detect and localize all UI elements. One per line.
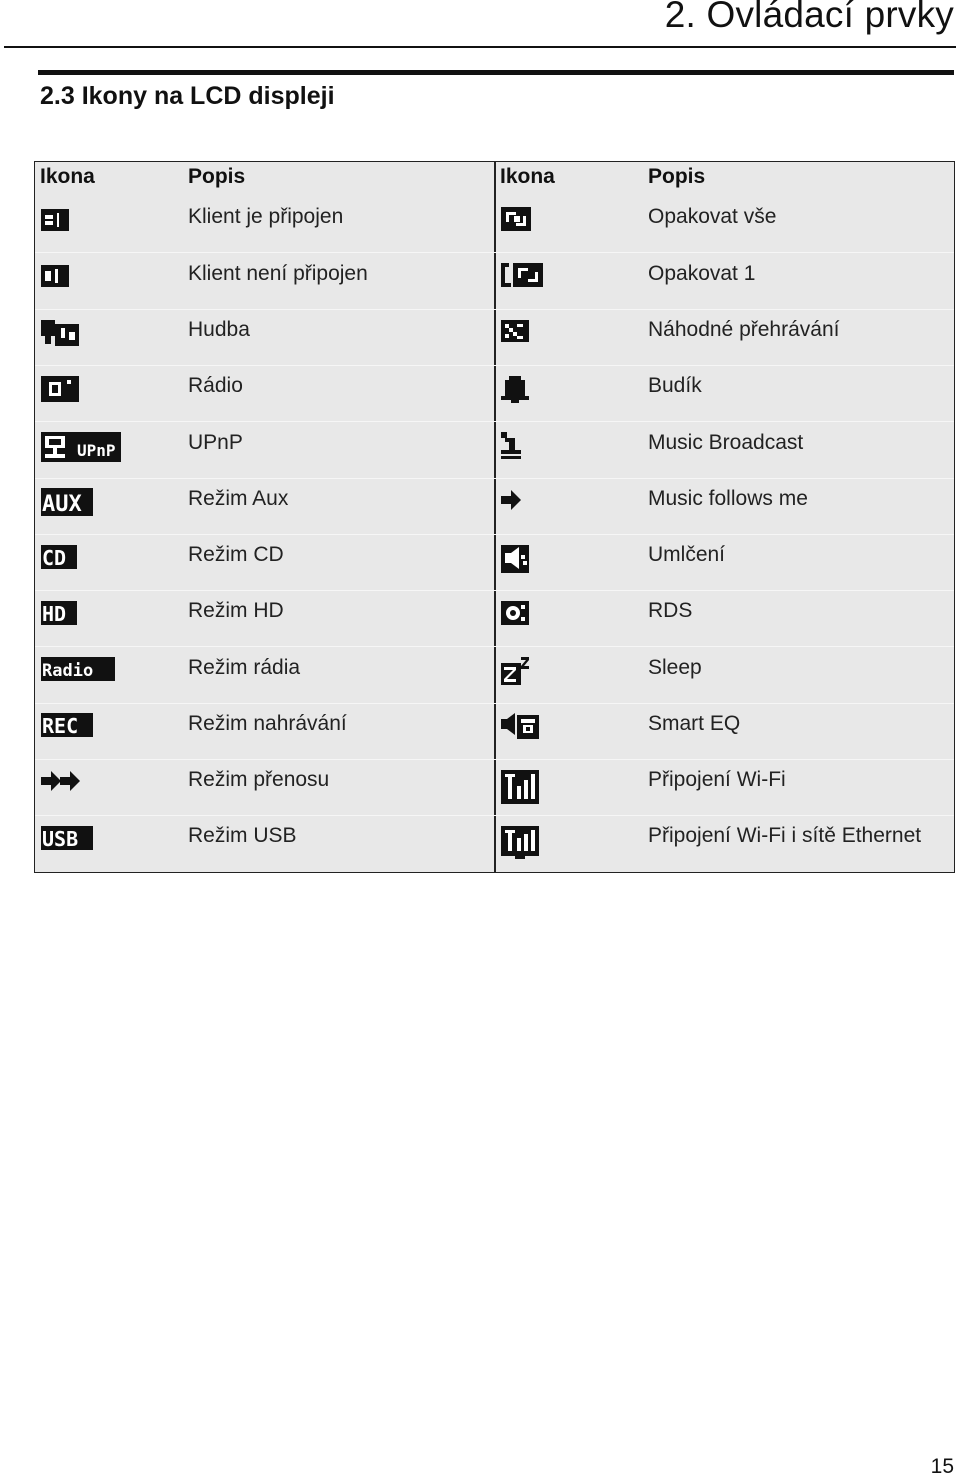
svg-text:CD: CD (42, 546, 67, 570)
right-row-10-label: Smart EQ (648, 712, 741, 735)
left-row-6-label: Režim Aux (188, 487, 289, 510)
header-rule (4, 46, 956, 48)
svg-text:HD: HD (42, 602, 67, 626)
row-separator (35, 759, 954, 760)
aux-icon (41, 487, 93, 517)
left-row-9-label: Režim rádia (188, 656, 301, 679)
svg-text:REC: REC (42, 714, 79, 738)
cd-icon (41, 543, 77, 571)
left-row-3-label: Hudba (188, 318, 250, 341)
row-separator (35, 365, 954, 366)
usb-icon (41, 824, 93, 852)
page-number: 15 (930, 1455, 954, 1478)
row-separator (35, 646, 954, 647)
client-disconnected-icon (41, 261, 71, 291)
row-separator (35, 590, 954, 591)
svg-text:USB: USB (42, 827, 79, 851)
row-separator (35, 703, 954, 704)
smart-eq-icon (501, 711, 541, 741)
right-row-6-label: Music follows me (648, 487, 808, 510)
row-separator (35, 478, 954, 479)
left-row-2-label: Klient není připojen (188, 262, 368, 285)
column-divider (494, 162, 496, 872)
upnp-icon (41, 430, 121, 464)
left-row-8-label: Režim HD (188, 599, 284, 622)
left-row-7-label: Režim CD (188, 543, 284, 566)
right-row-8-label: RDS (648, 599, 693, 622)
broadcast-icon (501, 430, 523, 460)
repeat-all-icon (501, 205, 533, 233)
rec-icon (41, 711, 93, 739)
music-note-icon (41, 318, 81, 348)
right-row-12-label: Připojení Wi-Fi i sítě Ethernet (648, 824, 922, 847)
section-title: 2.3 Ikony na LCD displeji (40, 82, 335, 110)
radio-text-icon (41, 655, 115, 683)
right-header-description: Popis (648, 165, 706, 188)
transfer-arrows-icon (41, 768, 81, 794)
section-rule (38, 70, 954, 75)
row-separator (35, 309, 954, 310)
svg-text:Radio: Radio (42, 661, 94, 681)
left-row-4-label: Rádio (188, 374, 243, 397)
right-row-9-label: Sleep (648, 656, 702, 679)
row-separator (35, 252, 954, 253)
row-separator (35, 815, 954, 816)
chapter-title: 2. Ovládací prvky (664, 0, 954, 35)
right-row-5-label: Music Broadcast (648, 431, 804, 454)
hd-icon (41, 599, 77, 627)
alarm-bell-icon (501, 374, 531, 404)
right-row-4-label: Budík (648, 374, 702, 397)
left-row-10-label: Režim nahrávání (188, 712, 347, 735)
row-separator (35, 534, 954, 535)
client-connected-icon (41, 205, 71, 235)
follow-arrow-icon (501, 487, 525, 513)
shuffle-icon (501, 318, 531, 344)
icon-table (34, 161, 955, 873)
right-row-11-label: Připojení Wi-Fi (648, 768, 786, 791)
right-row-2-label: Opakovat 1 (648, 262, 756, 285)
right-row-1-label: Opakovat vše (648, 205, 777, 228)
left-header-icon: Ikona (40, 165, 95, 188)
right-row-3-label: Náhodné přehrávání (648, 318, 840, 341)
svg-text:UPnP: UPnP (77, 441, 116, 460)
wifi-signal-icon (501, 768, 539, 806)
right-header-icon: Ikona (500, 165, 555, 188)
svg-text:AUX: AUX (42, 492, 82, 517)
left-row-5-label: UPnP (188, 431, 243, 454)
sleep-icon (501, 655, 531, 687)
mute-icon (501, 543, 531, 575)
radio-icon (41, 374, 81, 404)
left-header-description: Popis (188, 165, 246, 188)
left-row-11-label: Režim přenosu (188, 768, 330, 791)
row-separator (35, 421, 954, 422)
wifi-ethernet-icon (501, 824, 539, 860)
left-row-12-label: Režim USB (188, 824, 297, 847)
right-row-7-label: Umlčení (648, 543, 726, 566)
left-row-1-label: Klient je připojen (188, 205, 344, 228)
rds-icon (501, 599, 531, 627)
repeat-one-icon (501, 261, 543, 289)
